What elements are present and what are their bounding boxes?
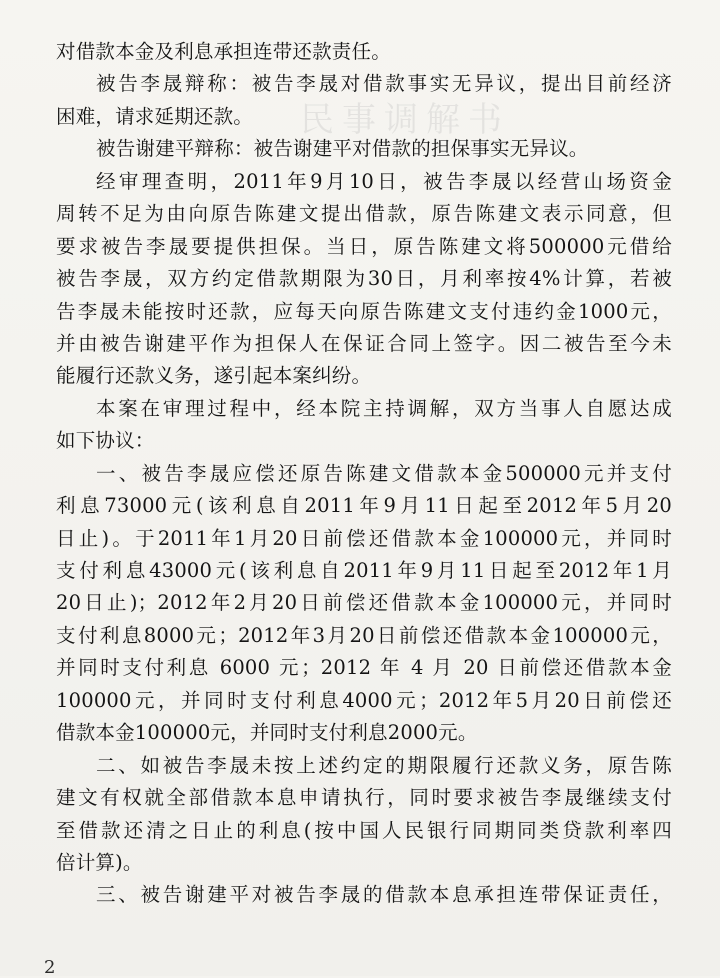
text-line: 借款本金100000元，并同时支付利息2000元。	[56, 721, 478, 745]
text-line: 支付利息8000元；2012年3月20日前偿还借款本金100000元，	[56, 623, 672, 647]
text-line: 支付利息43000元(该利息自2011年9月11日起至2012年1月	[56, 559, 672, 582]
text-line: 二、如被告李晟未按上述约定的期限履行还款义务，原告陈	[96, 753, 672, 777]
text-line: 日止)。于2011年1月20日前偿还借款本金100000元，并同时	[56, 526, 672, 550]
text-line: 如下协议：	[56, 429, 155, 453]
text-line: 三、被告谢建平对被告李晟的借款本息承担连带保证责任，	[96, 883, 672, 907]
text-line: 经审理查明，2011年9月10日，被告李晟以经营山场资金	[96, 169, 672, 193]
text-line: 100000元，并同时支付利息4000元；2012年5月20日前偿还	[56, 688, 672, 712]
text-line: 至借款还清之日止的利息(按中国人民银行同期同类贷款利率四	[56, 818, 672, 842]
text-line: 被告李晟辩称：被告李晟对借款事实无异议，提出目前经济	[96, 72, 672, 96]
text-line: 被告谢建平辩称：被告谢建平对借款的担保事实无异议。	[96, 137, 589, 161]
text-line: 告李晟未能按时还款，应每天向原告陈建文支付违约金1000元，	[56, 299, 672, 323]
text-line: 对借款本金及利息承担连带还款责任。	[56, 40, 391, 63]
text-line: 倍计算)。	[56, 850, 143, 874]
text-line: 本案在审理过程中，经本院主持调解，双方当事人自愿达成	[96, 396, 672, 420]
bleed-through-text: 民事调解书	[300, 100, 510, 140]
text-line: 周转不足为由向原告陈建文提出借款，原告陈建文表示同意，但	[56, 202, 672, 226]
document-body	[56, 36, 672, 912]
text-line: 并同时支付利息 6000 元；2012 年 4 月 20 日前偿还借款本金	[56, 656, 672, 680]
text-line: 困难，请求延期还款。	[56, 104, 254, 128]
text-line: 建文有权就全部借款本息申请执行，同时要求被告李晟继续支付	[56, 786, 672, 810]
text-line: 能履行还款义务，遂引起本案纠纷。	[56, 364, 372, 388]
text-line: 被告李晟，双方约定借款期限为30日，月利率按4%计算，若被	[56, 267, 672, 291]
text-line: 并由被告谢建平作为担保人在保证合同上签字。因二被告至今未	[56, 331, 672, 355]
text-line: 一、被告李晟应偿还原告陈建文借款本金500000元并支付	[96, 461, 672, 485]
text-line: 利息73000元(该利息自2011年9月11日起至2012年5月20	[56, 494, 672, 518]
text-line: 要求被告李晟要提供担保。当日，原告陈建文将500000元借给	[56, 234, 672, 258]
page-number: 2	[44, 957, 56, 978]
text-line: 20日止)；2012年2月20日前偿还借款本金100000元，并同时	[56, 591, 672, 615]
